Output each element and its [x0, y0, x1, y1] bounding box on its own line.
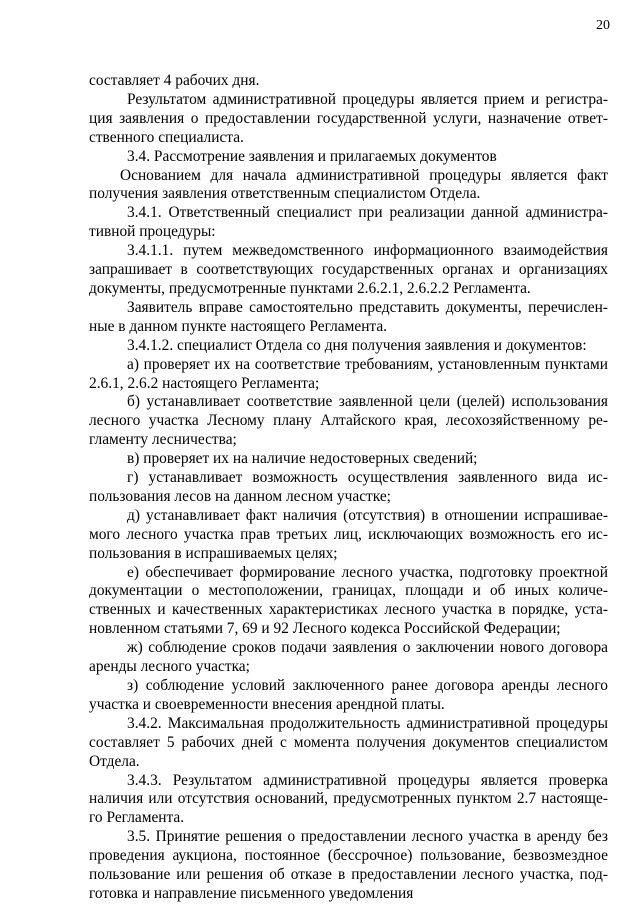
text-line: ж) соблюдение сроков подачи заявления о заключении нового договора: [127, 639, 608, 657]
text-line: документации о местоположении, границах, площади и об иных количе-: [89, 582, 608, 600]
text-line: Заявитель вправе самостоятельно представить документы, перечислен-: [127, 298, 608, 316]
text-line: 3.4. Рассмотрение заявления и прилагаемых документов: [127, 147, 497, 165]
text-line: 2.6.1, 2.6.2 настоящего Регламента;: [89, 374, 320, 392]
text-line: пользование или решения об отказе в предоставлении лесного участка, под-: [89, 866, 608, 884]
text-line: ственных и качественных характеристиках лесного участка в порядке, уста-: [89, 601, 608, 619]
text-line: пользования лесов на данном лесном участке;: [89, 487, 391, 505]
text-line: Отдела.: [89, 752, 140, 770]
text-line: участка и своевременности внесения арендной платы.: [89, 695, 445, 713]
text-line: в) проверяет их на наличие недостоверных сведений;: [127, 450, 478, 468]
text-line: а) проверяет их на соответствие требованиям, установленным пунктами: [127, 355, 608, 373]
text-line: составляет 4 рабочих дня.: [89, 72, 260, 89]
text-line: 3.4.1.1. путем межведомственного информационного взаимодействия: [127, 242, 608, 260]
text-line: документы, предусмотренные пунктами 2.6.2.1, 2.6.2.2 Регламента.: [89, 279, 531, 297]
text-line: Основанием для начала административной процедуры является факт: [120, 166, 608, 184]
text-line: 3.4.1.2. специалист Отдела со дня получения заявления и документов:: [127, 336, 587, 354]
text-line: ция заявления о предоставлении государственной услуги, назначение ответ-: [89, 109, 608, 127]
text-line: готовка и направление письменного уведомления: [89, 884, 414, 902]
text-line: 3.4.2. Максимальная продолжительность административной процедуры: [127, 714, 608, 732]
text-line: 3.5. Принятие решения о предоставлении лесного участка в аренду без: [127, 828, 608, 846]
text-line: Результатом административной процедуры является прием и регистра-: [127, 90, 608, 108]
page-number: 20: [596, 18, 610, 33]
text-line: го Регламента.: [89, 809, 185, 827]
text-line: аренды лесного участка;: [89, 658, 250, 676]
text-line: получения заявления ответственным специалистом Отдела.: [89, 185, 481, 203]
text-line: 3.4.1. Ответственный специалист при реализации данной администра-: [127, 204, 608, 222]
text-line: составляет 5 рабочих дней с момента получения документов специалистом: [89, 733, 608, 751]
text-line: новленном статьями 7, 69 и 92 Лесного кодекса Российской Федерации;: [89, 620, 561, 638]
text-line: д) устанавливает факт наличия (отсутствия) в отношении испрашивае-: [127, 506, 608, 524]
text-line: наличия или отсутствия оснований, предусмотренных пунктом 2.7 настояще-: [89, 790, 608, 808]
text-line: мого лесного участка прав третьих лиц, исключающих возможность его ис-: [89, 525, 608, 543]
text-line: проведения аукциона, постоянное (бессрочное) пользование, безвозмездное: [89, 847, 608, 865]
document-body: [89, 72, 608, 904]
text-line: пользования в испрашиваемых целях;: [89, 544, 338, 562]
text-line: запрашивает в соответствующих государственных органах и организациях: [89, 261, 608, 279]
text-line: з) соблюдение условий заключенного ранее договора аренды лесного: [127, 677, 608, 694]
text-line: ные в данном пункте настоящего Регламента.: [89, 317, 388, 335]
text-line: гламенту лесничества;: [89, 431, 237, 449]
text-line: г) устанавливает возможность осуществления заявленного вида ис-: [127, 469, 608, 487]
text-line: ственного специалиста.: [89, 128, 244, 146]
text-line: лесного участка Лесному плану Алтайского края, лесохозяйственному ре-: [89, 412, 608, 430]
text-line: тивной процедуры:: [89, 223, 216, 241]
text-line: е) обеспечивает формирование лесного участка, подготовку проектной: [127, 563, 608, 581]
text-line: б) устанавливает соответствие заявленной цели (целей) использования: [127, 393, 608, 411]
text-line: 3.4.3. Результатом административной процедуры является проверка: [127, 771, 608, 789]
